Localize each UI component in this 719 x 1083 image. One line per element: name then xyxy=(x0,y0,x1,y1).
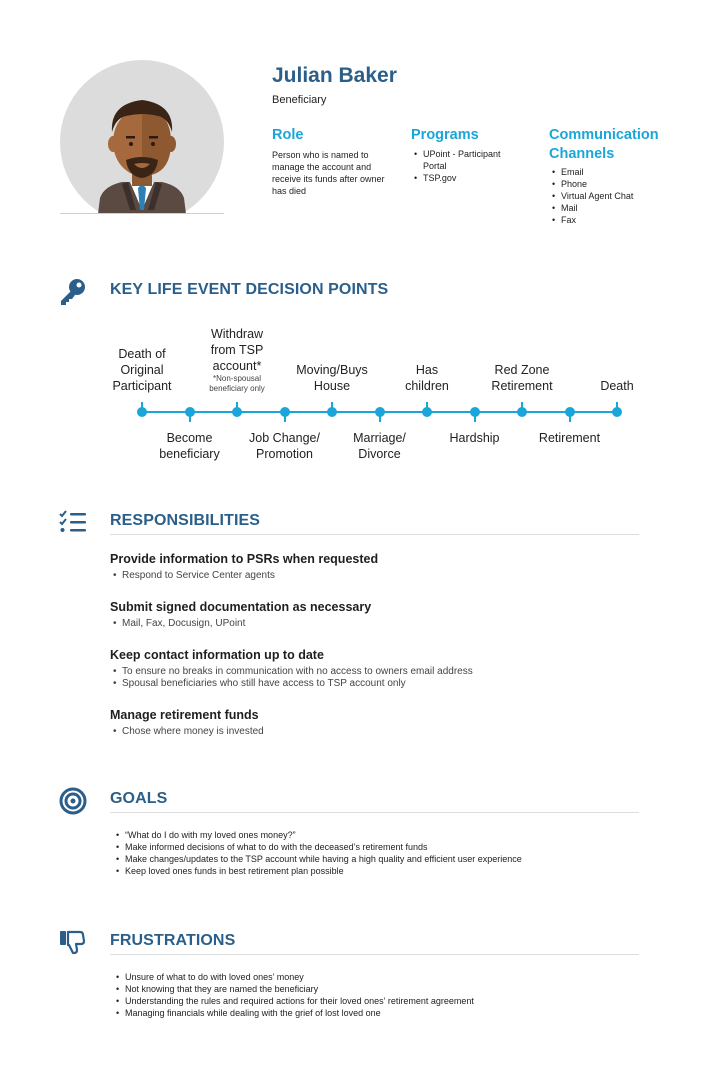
thumbs-down-icon xyxy=(58,928,88,958)
frustrations-list xyxy=(113,971,645,1019)
responsibility-item: • To ensure no breaks in communication with no access to owners email address xyxy=(122,666,630,678)
channels-list xyxy=(549,166,679,226)
timeline-tick xyxy=(521,402,523,410)
timeline-event-bottom: Job Change/ Promotion xyxy=(249,431,320,461)
frustration-item: • Understanding the rules and required actions for their loved ones’ retirement agreement xyxy=(125,995,645,1007)
key-icon xyxy=(58,276,88,306)
timeline-tick xyxy=(284,414,286,422)
goal-item: • Make informed decisions of what to do with the deceased’s retirement funds xyxy=(125,841,645,853)
channel-item: • Fax xyxy=(561,214,679,226)
timeline-event-top: Death xyxy=(600,379,634,393)
responsibility-title: Submit signed documentation as necessary xyxy=(110,600,372,614)
timeline-dot xyxy=(375,407,385,417)
responsibility-group xyxy=(110,708,630,748)
avatar-divider xyxy=(60,213,224,214)
channel-item: • Email xyxy=(561,166,679,178)
responsibilities-list xyxy=(110,552,630,748)
timeline-dot xyxy=(612,407,622,417)
channel-item: • Mail xyxy=(561,202,679,214)
timeline-dot xyxy=(565,407,575,417)
channels-title: Communication Channels xyxy=(549,127,659,162)
frustrations-title: FRUSTRATIONS xyxy=(110,932,236,949)
programs-column xyxy=(411,126,526,184)
timeline-tick xyxy=(474,414,476,422)
timeline-dot xyxy=(185,407,195,417)
timeline-tick xyxy=(236,402,238,410)
timeline-line xyxy=(142,411,618,413)
programs-list xyxy=(411,148,526,184)
goal-item: • Make changes/updates to the TSP account while having a high quality and efficient user experience xyxy=(125,853,645,865)
persona-name: Julian Baker xyxy=(272,64,397,87)
timeline-tick xyxy=(616,402,618,410)
timeline-dot xyxy=(517,407,527,417)
timeline-event-top: Death of Original Participant xyxy=(112,347,172,393)
timeline-event-top: Moving/Buys House xyxy=(296,363,368,393)
timeline-tick xyxy=(189,414,191,422)
program-item: • UPoint - Participant Portal xyxy=(423,148,518,172)
goal-item: • Keep loved ones funds in best retirement plan possible xyxy=(125,865,645,877)
goal-item: • “What do I do with my loved ones money?” xyxy=(125,829,645,841)
frustration-item: • Not knowing that they are named the beneficiary xyxy=(125,983,645,995)
channels-column xyxy=(549,126,679,226)
goals-list xyxy=(113,829,645,877)
goals-title: GOALS xyxy=(110,790,168,807)
responsibility-group xyxy=(110,648,630,708)
timeline-event-bottom: Hardship xyxy=(449,431,500,445)
timeline-tick xyxy=(569,414,571,422)
responsibility-group xyxy=(110,600,630,648)
timeline-dot xyxy=(470,407,480,417)
responsibilities-rule xyxy=(110,534,639,535)
timeline-event-bottom: Become beneficiary xyxy=(159,431,220,461)
role-title: Role xyxy=(272,127,304,143)
responsibility-title: Provide information to PSRs when requested xyxy=(110,552,379,566)
role-column xyxy=(272,126,387,197)
timeline-tick xyxy=(141,402,143,410)
avatar xyxy=(60,60,224,214)
channel-item: • Phone xyxy=(561,178,679,190)
timeline-tick xyxy=(379,414,381,422)
timeline-event-top: Withdraw from TSP account* *Non-spousal beneficiary only xyxy=(209,327,265,393)
responsibility-item: • Mail, Fax, Docusign, UPoint xyxy=(122,618,630,630)
timeline-event-bottom: Marriage/ Divorce xyxy=(353,431,406,461)
timeline-tick xyxy=(426,402,428,410)
timeline-dot xyxy=(137,407,147,417)
program-item: • TSP.gov xyxy=(423,172,526,184)
frustration-item: • Unsure of what to do with loved ones’ money xyxy=(125,971,645,983)
timeline-event-top: Red Zone Retirement xyxy=(491,363,553,393)
timeline-tick xyxy=(331,402,333,410)
responsibility-group xyxy=(110,552,630,600)
responsibilities-title: RESPONSIBILITIES xyxy=(110,512,261,529)
responsibility-item: • Respond to Service Center agents xyxy=(122,570,630,582)
target-icon xyxy=(58,786,88,816)
channel-item: • Virtual Agent Chat xyxy=(561,190,679,202)
responsibility-title: Keep contact information up to date xyxy=(110,648,324,662)
frustrations-rule xyxy=(110,954,639,955)
checklist-icon xyxy=(58,508,88,538)
responsibility-item: • Chose where money is invested xyxy=(122,726,630,738)
frustration-item: • Managing financials while dealing with the grief of lost loved one xyxy=(125,1007,645,1019)
responsibility-item: • Spousal beneficiaries who still have access to TSP account only xyxy=(122,678,630,690)
timeline-dot xyxy=(232,407,242,417)
role-text: Person who is named to manage the account and receive its funds after owner has died xyxy=(272,150,385,196)
timeline-dot xyxy=(327,407,337,417)
timeline-dot xyxy=(422,407,432,417)
responsibility-title: Manage retirement funds xyxy=(110,708,259,722)
programs-title: Programs xyxy=(411,127,479,143)
timeline-dot xyxy=(280,407,290,417)
decision-points-title: KEY LIFE EVENT DECISION POINTS xyxy=(110,281,389,298)
timeline-event-top: Has children xyxy=(405,363,449,393)
goals-rule xyxy=(110,812,639,813)
timeline-event-bottom: Retirement xyxy=(538,431,601,445)
persona-subtitle: Beneficiary xyxy=(272,94,327,106)
